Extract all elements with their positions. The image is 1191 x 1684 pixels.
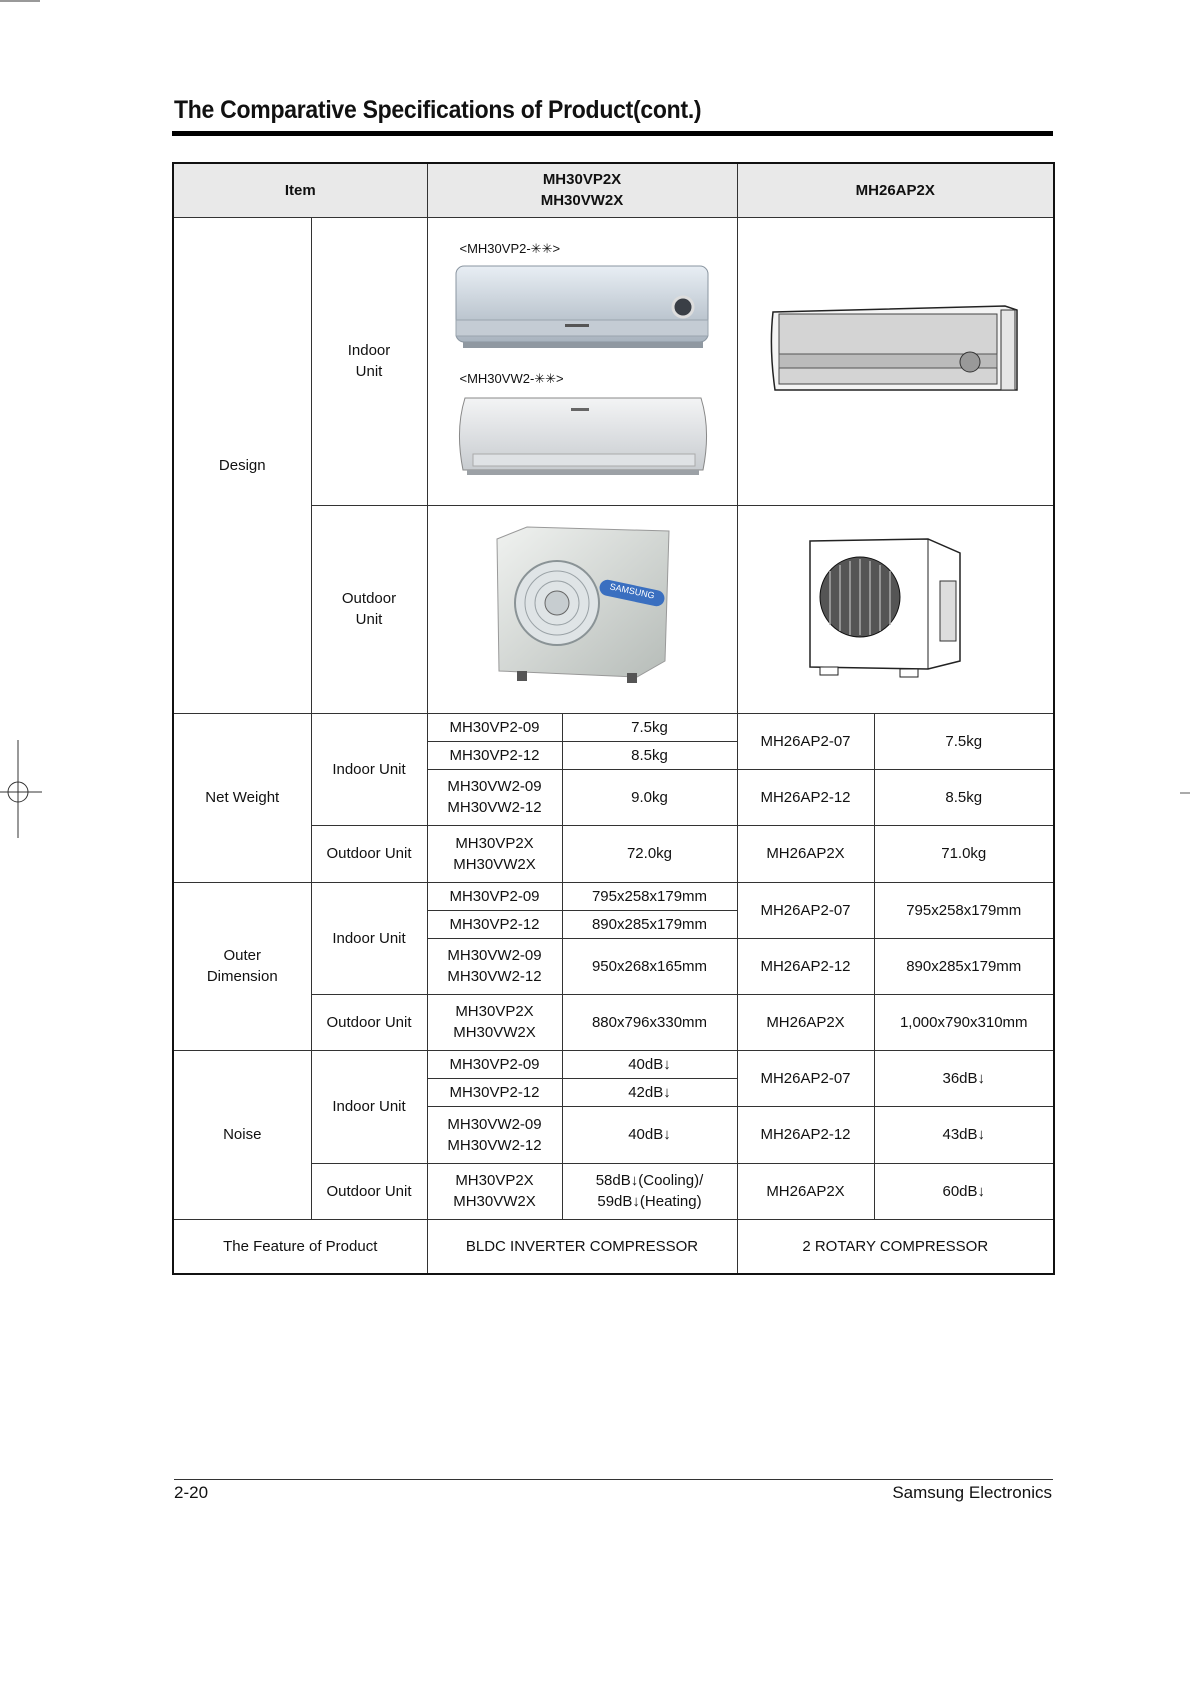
od-r1-model2: MH26AP2-07	[737, 882, 874, 938]
nz-r1-model2: MH26AP2-07	[737, 1050, 874, 1106]
nz-r3-model1: MH30VW2-09 MH30VW2-12	[427, 1106, 562, 1163]
brand-badge: SAMSUNG	[608, 581, 656, 601]
crop-mark	[0, 0, 44, 4]
nw-r1-model1: MH30VP2-09	[427, 713, 562, 741]
nz-r2-model1: MH30VP2-12	[427, 1078, 562, 1106]
nw-r1-value1: 7.5kg	[562, 713, 737, 741]
od-r2-value1: 890x285x179mm	[562, 910, 737, 938]
nw-r3-value1: 9.0kg	[562, 769, 737, 825]
indoor-unit-ap2-image	[765, 298, 1025, 418]
design-outdoor-label: Outdoor Unit	[311, 505, 427, 713]
od-r4-value2: 1,000x790x310mm	[874, 994, 1054, 1050]
nz-r4-model2: MH26AP2X	[737, 1163, 874, 1219]
od-indoor-label: Indoor Unit	[311, 882, 427, 994]
od-r1-model1: MH30VP2-09	[427, 882, 562, 910]
nz-r3-model2: MH26AP2-12	[737, 1106, 874, 1163]
page-title: The Comparative Specifications of Product(cont.)	[174, 96, 702, 124]
footer-company: Samsung Electronics	[892, 1483, 1052, 1502]
nz-r4-value2: 60dB↓	[874, 1163, 1054, 1219]
design-indoor-label: Indoor Unit	[311, 217, 427, 505]
spec-table	[172, 162, 1055, 1275]
outer-dimension-label: Outer Dimension	[173, 882, 311, 1050]
nw-r3-value2: 8.5kg	[874, 769, 1054, 825]
outdoor-unit-mh26-image	[800, 521, 990, 691]
crop-mark-right	[1180, 792, 1191, 796]
nw-r4-model2: MH26AP2X	[737, 825, 874, 882]
header-col2: MH26AP2X	[737, 163, 1054, 217]
header-item: Item	[173, 163, 427, 217]
nw-r4-value2: 71.0kg	[874, 825, 1054, 882]
feature-col1: BLDC INVERTER COMPRESSOR	[427, 1219, 737, 1274]
registration-mark	[0, 740, 44, 840]
noise-indoor-label: Indoor Unit	[311, 1050, 427, 1163]
od-r1-value2: 795x258x179mm	[874, 882, 1054, 938]
design-outdoor-col2	[737, 505, 1054, 713]
design-indoor-col2	[737, 217, 1054, 505]
design-indoor-col1	[427, 217, 737, 505]
design-outdoor-col1	[427, 505, 737, 713]
od-r1-value1: 795x258x179mm	[562, 882, 737, 910]
nw-r2-value1: 8.5kg	[562, 741, 737, 769]
nw-r3-model1: MH30VW2-09 MH30VW2-12	[427, 769, 562, 825]
nz-r1-model1: MH30VP2-09	[427, 1050, 562, 1078]
od-r3-value1: 950x268x165mm	[562, 938, 737, 994]
od-outdoor-label: Outdoor Unit	[311, 994, 427, 1050]
od-r3-model1: MH30VW2-09 MH30VW2-12	[427, 938, 562, 994]
nz-r3-value1: 40dB↓	[562, 1106, 737, 1163]
nz-r1-value1: 40dB↓	[562, 1050, 737, 1078]
noise-label: Noise	[173, 1050, 311, 1219]
design-label: Design	[173, 217, 311, 713]
net-weight-indoor-label: Indoor Unit	[311, 713, 427, 825]
od-r4-model1: MH30VP2X MH30VW2X	[427, 994, 562, 1050]
net-weight-outdoor-label: Outdoor Unit	[311, 825, 427, 882]
od-r4-value1: 880x796x330mm	[562, 994, 737, 1050]
nz-r4-value1: 58dB↓(Cooling)/ 59dB↓(Heating)	[562, 1163, 737, 1219]
caption-vw2: <MH30VW2-✳✳>	[459, 370, 564, 386]
indoor-unit-vp2-image	[453, 260, 713, 360]
nw-r4-model1: MH30VP2X MH30VW2X	[427, 825, 562, 882]
page-number: 2-20	[174, 1483, 209, 1502]
od-r2-model1: MH30VP2-12	[427, 910, 562, 938]
feature-col2: 2 ROTARY COMPRESSOR	[737, 1219, 1054, 1274]
nz-r2-value1: 42dB↓	[562, 1078, 737, 1106]
header-col1: MH30VP2X MH30VW2X	[427, 163, 737, 217]
indoor-unit-vw2-image	[453, 390, 713, 490]
outdoor-unit-mh30-image	[487, 521, 677, 691]
title-rule	[172, 131, 1053, 136]
footer-rule	[174, 1479, 1053, 1480]
nz-r3-value2: 43dB↓	[874, 1106, 1054, 1163]
nw-r4-value1: 72.0kg	[562, 825, 737, 882]
od-r4-model2: MH26AP2X	[737, 994, 874, 1050]
noise-outdoor-label: Outdoor Unit	[311, 1163, 427, 1219]
od-r3-value2: 890x285x179mm	[874, 938, 1054, 994]
net-weight-label: Net Weight	[173, 713, 311, 882]
nw-r1-value2: 7.5kg	[874, 713, 1054, 769]
feature-label: The Feature of Product	[173, 1219, 427, 1274]
caption-vp2: <MH30VP2-✳✳>	[459, 240, 561, 256]
nz-r4-model1: MH30VP2X MH30VW2X	[427, 1163, 562, 1219]
nw-r1-model2: MH26AP2-07	[737, 713, 874, 769]
nw-r3-model2: MH26AP2-12	[737, 769, 874, 825]
nz-r1-value2: 36dB↓	[874, 1050, 1054, 1106]
nw-r2-model1: MH30VP2-12	[427, 741, 562, 769]
od-r3-model2: MH26AP2-12	[737, 938, 874, 994]
